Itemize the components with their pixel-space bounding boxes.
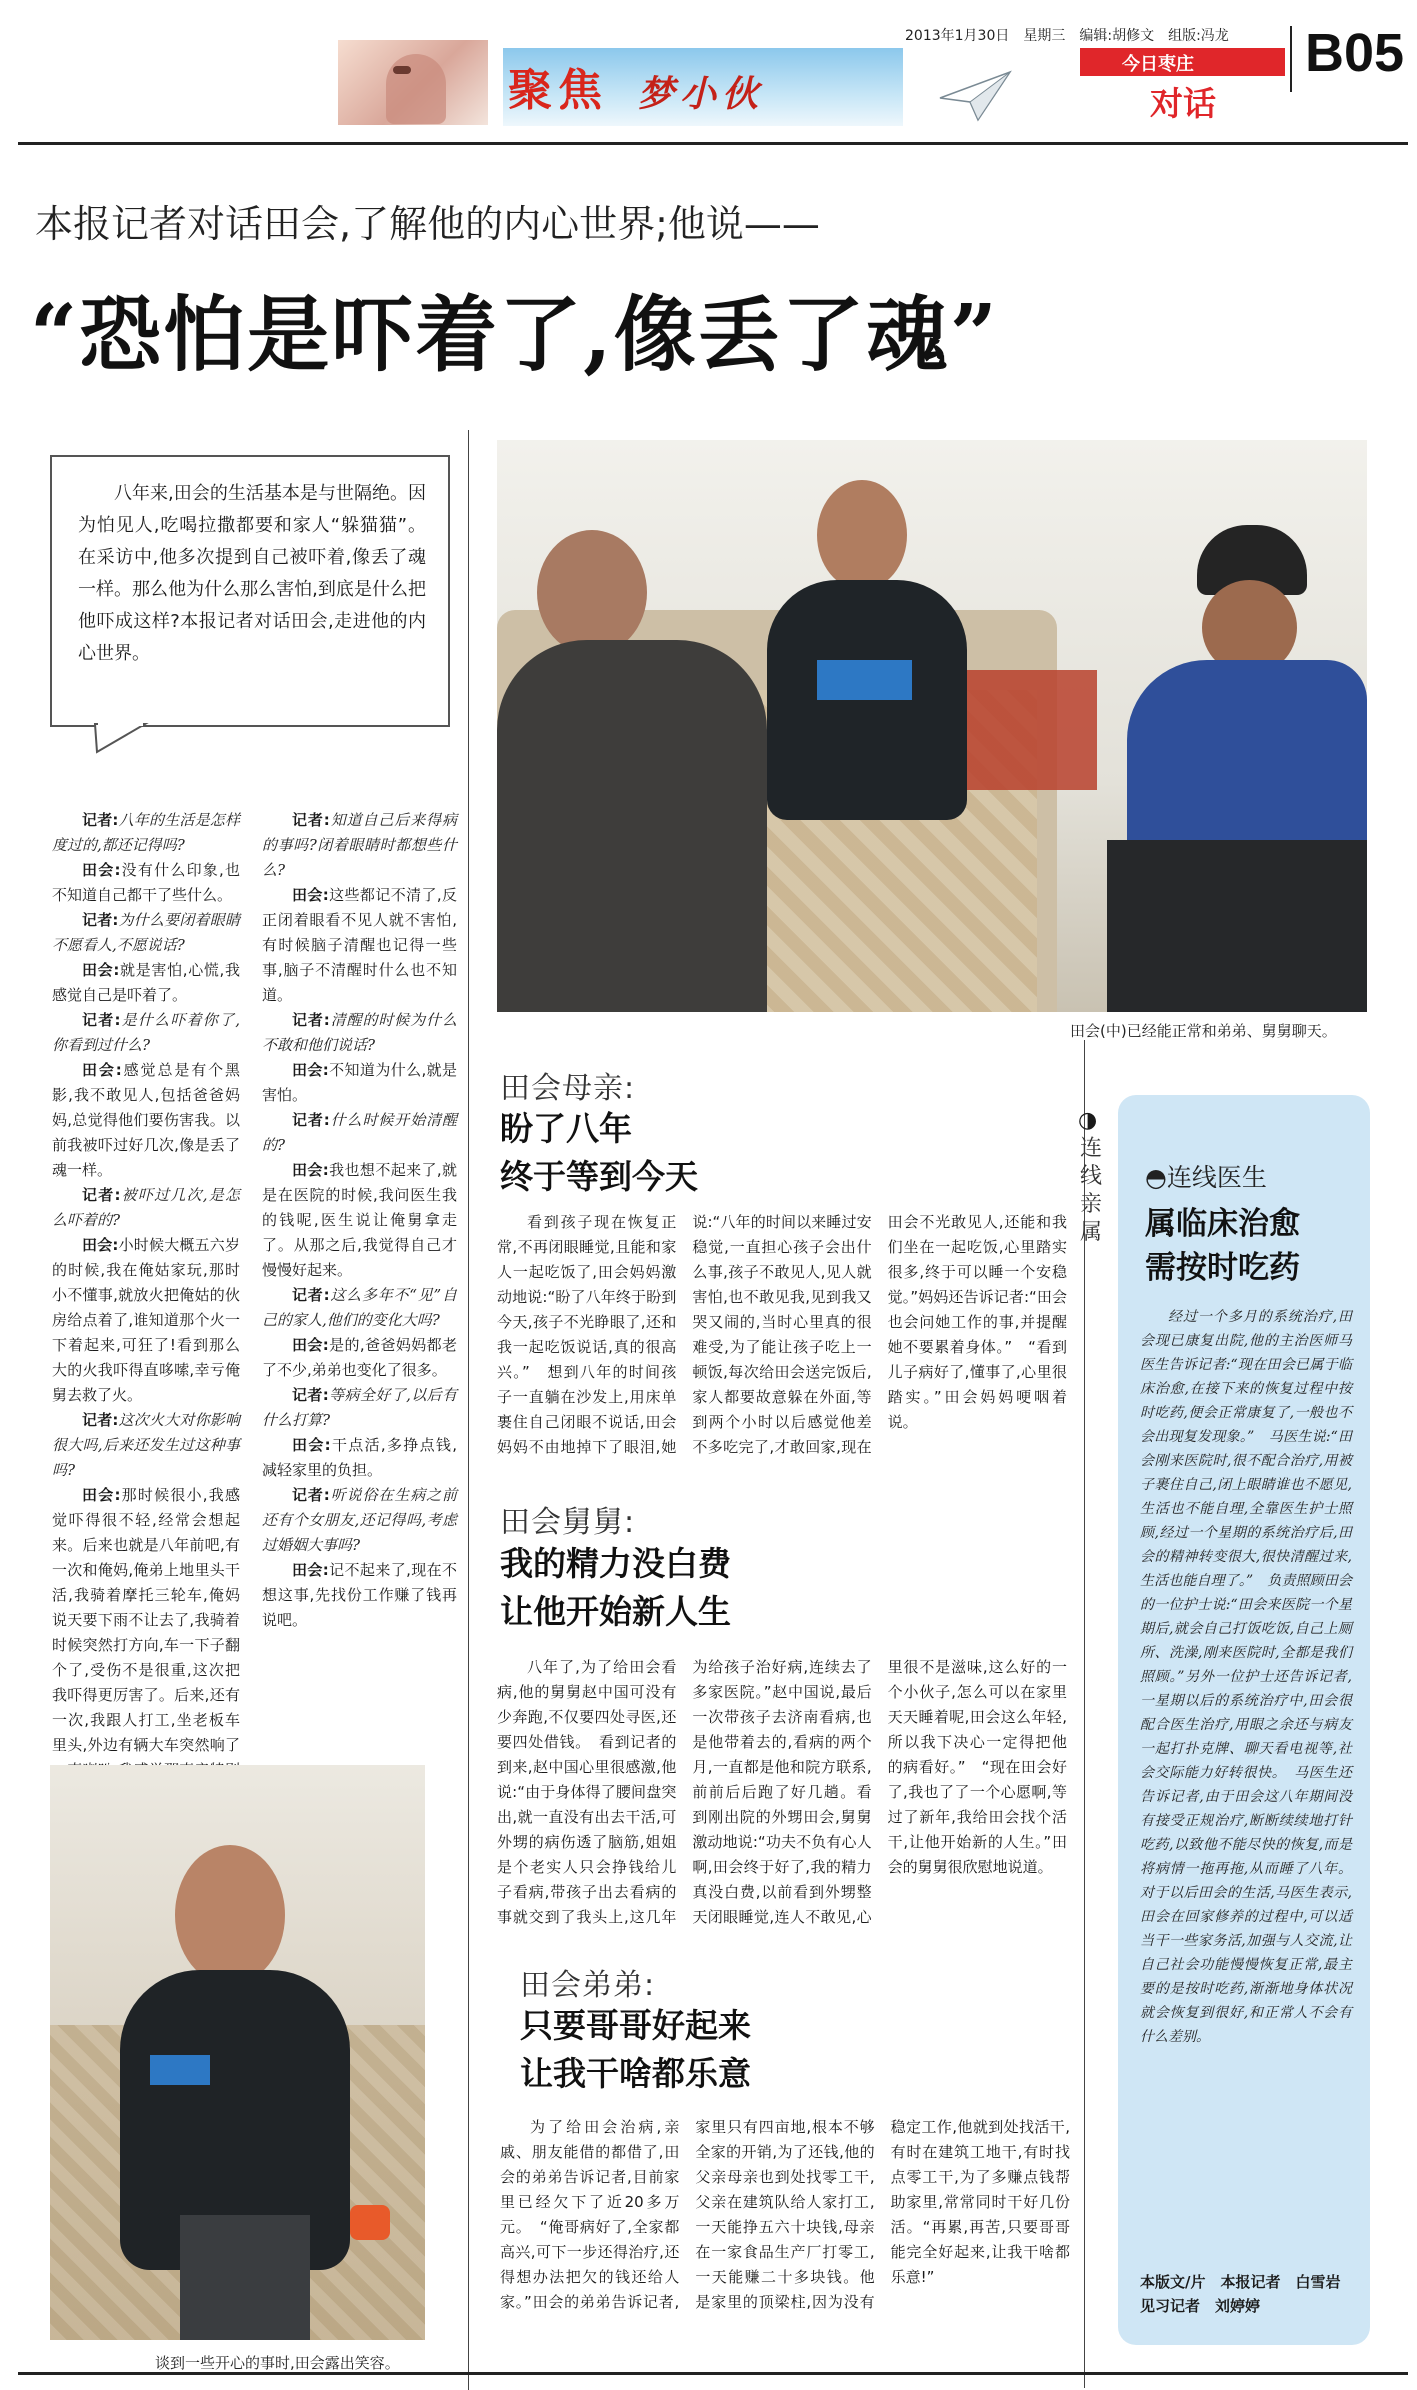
interview-answer bbox=[52, 958, 240, 1008]
interview-question bbox=[262, 1383, 457, 1433]
interview-text: 为什么要闭着眼睛不愿看人,不愿说话? bbox=[52, 911, 240, 954]
vertical-label: 连线亲属 bbox=[1080, 1136, 1103, 1245]
uncle-title-2: 让他开始新人生 bbox=[500, 1592, 731, 1631]
interview-answer bbox=[262, 1158, 457, 1283]
doctor-title-1: 属临床治愈 bbox=[1145, 1206, 1300, 1242]
banner-brand-meng: 梦小伙 bbox=[638, 73, 765, 115]
section-label: 对话 bbox=[1150, 84, 1216, 123]
brother-body bbox=[500, 2115, 1070, 2360]
speaker-label: 田会: bbox=[292, 1061, 329, 1079]
interview-col-2 bbox=[262, 808, 457, 1708]
interview-text: 什么时候开始清醒的? bbox=[262, 1111, 457, 1154]
byline: 本版文/片 本报记者 白雪岩 见习记者 刘婷婷 bbox=[1140, 2273, 1356, 2315]
interview-question bbox=[52, 1408, 240, 1483]
footer-rule bbox=[18, 2372, 1408, 2375]
speaker-label: 记者: bbox=[82, 811, 119, 829]
doctor-body bbox=[1140, 1305, 1352, 2245]
mother-paragraph: 看到孩子现在恢复正常,不再闭眼睡觉,且能和家人一起吃饭了,田会妈妈激动地说:“盼了八年终于盼到今天,孩子不光睁眼了,还和我一起吃饭说话,真的很高兴。” 想到八年的时间孩子一直躺在沙发上,用床单裹住自己闭眼不说话,田会妈妈不由地掉下了眼泪,她说:“八年的时间以来睡过安稳觉,一直担心孩子会出什么事,孩子不敢见人,见人就害怕,也不敢见我,见到我又哭又闹的,当时心里真的很难受,为了能让孩子吃上一顿饭,每次给田会送完饭后,家人都要故意躲在外面,等到两个小时以后感觉他差不多吃完了,才敢回家,现在田会不光敢见人,还能和我们坐在一起吃饭,心里踏实很多,终于可以睡一个安稳觉。”妈妈还告诉记者:“田会也会问她工作的事,并提醒她不要累着身体。” “看到儿子病好了,懂事了,心里很踏实。”田会妈妈哽咽着说。 bbox=[497, 1213, 1067, 1456]
interview-text: 小时候大概五六岁的时候,我在俺姑家玩,那时小不懂事,就放火把俺姑的伙房给点着了,谁知道那个火一下着起来,可狂了!看到那么大的火我吓得直哆嗦,幸亏俺舅去救了火。 bbox=[52, 1236, 240, 1404]
doctor-paragraph: 经过一个多月的系统治疗,田会现已康复出院,他的主治医师马医生告诉记者:“现在田会已属于临床治愈,在接下来的恢复过程中按时吃药,便会正常康复了,一般也不会出现复发现象。” 马医生说:“田会刚来医院时,很不配合治疗,用被子裹住自己,闭上眼睛谁也不愿见,生活也不能自理,全靠医生护士照顾,经过一个星期的系统治疗后,田会的精神转变很大,很快清醒过来,生活也能自理了。” 负责照顾田会的一位护士说:“田会来医院一个星期后,就会自己打饭吃饭,自己上厕所、洗澡,刚来医院时,全都是我们照顾。”另外一位护士还告诉记者,一星期以后的系统治疗中,田会很配合医生治疗,用眼之余还与病友一起打扑克牌、聊天看电视等,社会交际能力好转很快。 马医生还告诉记者,由于田会这八年期间没有接受正规治疗,断断续续地打针吃药,以致他不能尽快的恢复,而是将病情一拖再拖,从而睡了八年。对于以后田会的生活,马医生表示,田会在回家修养的过程中,可以适当干一些家务活,加强与人交流,让自己社会功能慢慢恢复正常,最主要的是按时吃药,渐渐地身体状况就会恢复到很好,和正常人不会有什么差别。 bbox=[1140, 1309, 1352, 2045]
speaker-label: 田会: bbox=[292, 886, 329, 904]
speaker-label: 田会: bbox=[82, 1236, 119, 1254]
interview-text: 记不起来了,现在不想这事,先找份工作赚了钱再说吧。 bbox=[262, 1561, 458, 1629]
banner-photo bbox=[338, 40, 488, 125]
interview-question bbox=[52, 908, 240, 958]
speaker-label: 田会: bbox=[292, 1161, 329, 1179]
interview-text: 干点活,多挣点钱,减轻家里的负担。 bbox=[262, 1436, 458, 1479]
region-label: 今日枣庄 bbox=[1122, 54, 1194, 75]
paper-plane-icon bbox=[938, 68, 1013, 123]
interview-answer bbox=[262, 1558, 457, 1633]
mother-title-2: 终于等到今天 bbox=[500, 1157, 698, 1196]
uncle-body bbox=[497, 1655, 1067, 1955]
interview-answer bbox=[52, 1483, 240, 1808]
interview-text: 八年的生活是怎样度过的,都还记得吗? bbox=[52, 811, 240, 854]
speaker-label: 记者: bbox=[292, 1011, 330, 1029]
uncle-paragraph: 八年了,为了给田会看病,他的舅舅赵中国可没有少奔跑,不仅要四处寻医,还要四处借钱。 看到记者的到来,赵中国心里很感激,他说:“由于身体得了腰间盘突出,就一直没有出去干活,可外甥的病伤透了脑筋,姐姐是个老实人只会挣钱给儿子看病,带孩子出去看病的事就交到了我头上,这几年为给孩子治好病,连续去了多家医院。”赵中国说,最后一次带孩子去济南看病,也是他带着去的,看病的两个月,一直都是他和院方联系,前前后后跑了好几趟。看到刚出院的外甥田会,舅舅激动地说:“功夫不负有心人啊,田会终于好了,我的精力真没白费,以前看到外甥整天闭眼睡觉,连人不敢见,心里很不是滋味,这么好的一个小伙子,怎么可以在家里天天睡着呢,田会这么年轻,所以我下决心一定得把他的病看好。” “现在田会好了,我也了了一个心愿啊,等过了新年,我给田会找个活干,让他开始新的人生。”田会的舅舅很欣慰地说道。 bbox=[497, 1658, 1067, 1926]
interview-text: 知道自己后来得病的事吗?闭着眼睛时都想些什么? bbox=[262, 811, 457, 879]
interview-question bbox=[262, 1008, 457, 1058]
doctor-label: ◓连线医生 bbox=[1145, 1163, 1267, 1192]
interview-answer bbox=[262, 1433, 457, 1483]
mother-body bbox=[497, 1210, 1067, 1470]
speaker-label: 田会: bbox=[292, 1336, 329, 1354]
main-photo bbox=[497, 440, 1367, 1012]
speaker-label: 记者: bbox=[292, 811, 330, 829]
interview-text: 不知道为什么,就是害怕。 bbox=[262, 1061, 458, 1104]
interview-question bbox=[262, 1108, 457, 1158]
date-line: 2013年1月30日 星期三 编辑:胡修文 组版:冯龙 bbox=[905, 28, 1229, 44]
kicker: 本报记者对话田会,了解他的内心世界;他说—— bbox=[35, 202, 820, 246]
interview-text: 我也想不起来了,就是在医院的时候,我问医生我的钱呢,医生说让俺舅拿走了。从那之后,我觉得自己才慢慢好起来。 bbox=[262, 1161, 458, 1279]
speaker-label: 田会: bbox=[292, 1561, 329, 1579]
interview-text: 这次火大对你影响很大吗,后来还发生过这种事吗? bbox=[52, 1411, 240, 1479]
interview-text: 这么多年不“见”自己的家人,他们的变化大吗? bbox=[262, 1286, 457, 1329]
interview-text: 没有什么印象,也不知道自己都干了些什么。 bbox=[52, 861, 240, 904]
interview-text: 那时候很小,我感觉吓得很不轻,经常会想起来。后来也就是八年前吧,有一次和俺妈,俺弟上地里头干活,我骑着摩托三轮车,俺妈说天要下雨不让去了,我骑着时候突然打方向,车一下子翻个了,受伤不是很重,这次把我吓得更厉害了。后来,还有一次,我跟人打工,坐老板车里头,外边有辆大车突然响了 bbox=[52, 1486, 240, 1754]
col-divider bbox=[468, 430, 469, 2390]
interview-answer bbox=[52, 858, 240, 908]
interview-answer bbox=[52, 1233, 240, 1408]
interview-text: 就是害怕,心慌,我感觉自己是吓着了。 bbox=[52, 961, 240, 1004]
uncle-title-1: 我的精力没白费 bbox=[500, 1544, 731, 1583]
intro-text: 八年来,田会的生活基本是与世隔绝。因为怕见人,吃喝拉撒都要和家人“躲猫猫”。在采访中,他多次提到自己被吓着,像丢了魂一样。那么他为什么那么害怕,到底是什么把他吓成这样?本报记者对话田会,走进他的内心世界。 bbox=[78, 483, 426, 664]
interview-question bbox=[52, 808, 240, 858]
speaker-label: 田会: bbox=[82, 1486, 121, 1504]
speaker-label: 记者: bbox=[82, 1411, 119, 1429]
speaker-label: 记者: bbox=[82, 911, 119, 929]
speaker-label: 记者: bbox=[82, 1011, 121, 1029]
brother-label: 田会弟弟: bbox=[520, 1968, 656, 2003]
small-photo-caption: 谈到一些开心的事时,田会露出笑容。 bbox=[155, 2354, 400, 2372]
speaker-label: 田会: bbox=[82, 861, 121, 879]
header-rule bbox=[18, 142, 1408, 145]
speaker-label: 记者: bbox=[292, 1111, 330, 1129]
speaker-label: 记者: bbox=[292, 1386, 329, 1404]
small-photo bbox=[50, 1765, 425, 2340]
speaker-label: 记者: bbox=[82, 1186, 121, 1204]
speaker-label: 田会: bbox=[292, 1436, 331, 1454]
brother-title-1: 只要哥哥好起来 bbox=[520, 2006, 751, 2045]
interview-question bbox=[262, 808, 457, 883]
headline: “恐怕是吓着了,像丢了魂” bbox=[30, 287, 999, 383]
interview-answer bbox=[262, 883, 457, 1008]
speaker-label: 记者: bbox=[292, 1286, 330, 1304]
interview-answer bbox=[262, 1333, 457, 1383]
mother-title-1: 盼了八年 bbox=[500, 1109, 632, 1148]
mother-label: 田会母亲: bbox=[500, 1071, 636, 1106]
uncle-label: 田会舅舅: bbox=[500, 1505, 636, 1540]
interview-text: 是的,爸爸妈妈都老了不少,弟弟也变化了很多。 bbox=[262, 1336, 458, 1379]
speaker-label: 记者: bbox=[292, 1486, 330, 1504]
interview-text: 清醒的时候为什么不敢和他们说话? bbox=[262, 1011, 457, 1054]
speaker-label: 田会: bbox=[82, 1061, 122, 1079]
interview-text: 等病全好了,以后有什么打算? bbox=[262, 1386, 458, 1429]
interview-text: 感觉总是有个黑影,我不敢见人,包括爸爸妈妈,总觉得他们要伤害我。以前我被吓过好几次,像是丢了魂一样。 bbox=[52, 1061, 240, 1179]
interview-question bbox=[52, 1183, 240, 1233]
intro-speech-tail bbox=[95, 724, 155, 754]
interview-text: 被吓过几次,是怎么吓着的? bbox=[52, 1186, 240, 1229]
main-photo-caption: 田会(中)已经能正常和弟弟、舅舅聊天。 bbox=[1070, 1022, 1337, 1040]
interview-text: 这些都记不清了,反正闭着眼看不见人就不害怕,有时候脑子清醒也记得一些事,脑子不清醒时什么也不知道。 bbox=[262, 886, 458, 1004]
interview-answer bbox=[262, 1058, 457, 1108]
interview-text: 是什么吓着你了,你看到过什么? bbox=[52, 1011, 240, 1054]
page-code: B05 bbox=[1305, 23, 1405, 83]
brother-paragraph: 为了给田会治病,亲戚、朋友能借的都借了,田会的弟弟告诉记者,目前家里已经欠下了近20多万元。 “俺哥病好了,全家都高兴,可下一步还得治疗,还得想办法把欠的钱还给人家。”田会的弟弟告诉记者,家里只有四亩地,根本不够全家的开销,为了还钱,他的父亲母亲也到处找零工干,父亲在建筑队给人家打工,一天能挣五六十块钱,母亲在一家食品生产厂打零工,一天能赚二十多块钱。他是家里的顶梁柱,因为没有稳定工作,他就到处找活干,有时在建筑工地干,有时找点零工干,为了多赚点钱帮助家里,常常同时干好几份活。“再累,再苦,只要哥哥能完全好起来,让我干啥都乐意!” bbox=[500, 2118, 1070, 2311]
brother-title-2: 让我干啥都乐意 bbox=[520, 2054, 751, 2093]
interview-col-1 bbox=[52, 808, 240, 1754]
interview-question bbox=[262, 1483, 457, 1558]
speaker-label: 田会: bbox=[82, 961, 120, 979]
interview-answer bbox=[52, 1058, 240, 1183]
interview-question bbox=[52, 1008, 240, 1058]
doctor-title-2: 需按时吃药 bbox=[1145, 1250, 1300, 1286]
interview-text: 听说俗在生病之前还有个女朋友,还记得吗,考虑过婚姻大事吗? bbox=[262, 1486, 457, 1554]
interview-question bbox=[262, 1283, 457, 1333]
vertical-label-icon: ◑ bbox=[1078, 1108, 1098, 1133]
banner-brand-juji: 聚焦 bbox=[508, 65, 608, 116]
